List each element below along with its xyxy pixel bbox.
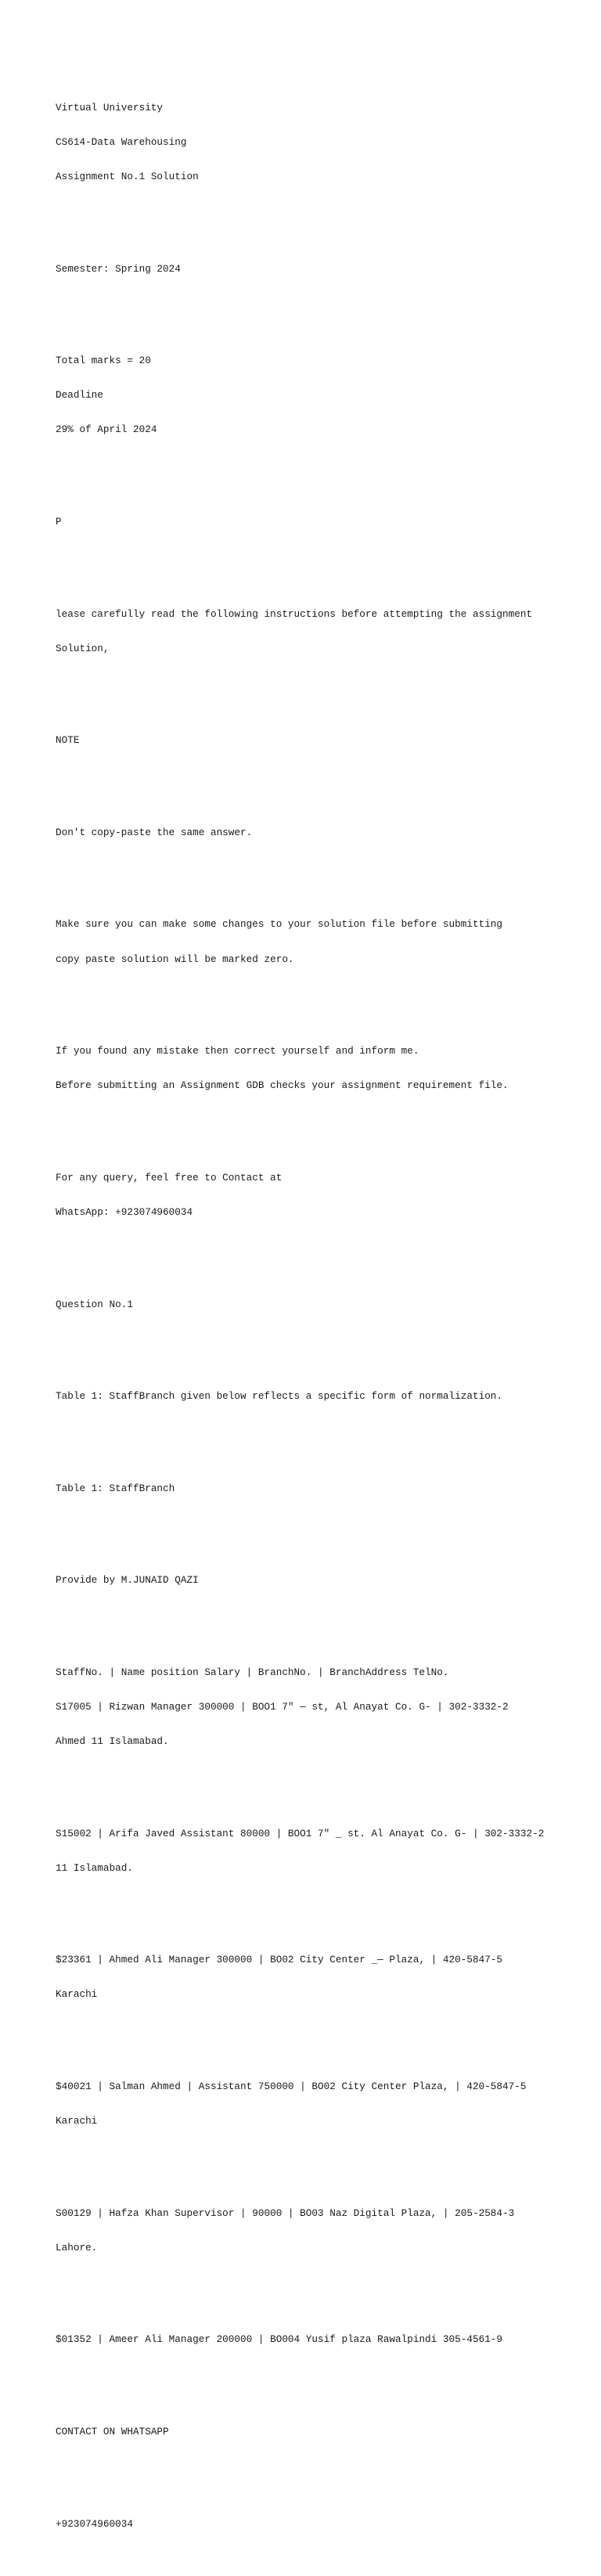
whatsapp-cta-block: [56, 2404, 588, 2462]
table-row-5-line-2: Lahore.: [56, 2241, 98, 2254]
mistake-block: [56, 1023, 588, 1115]
table-row-3-line-2: Karachi: [56, 1988, 98, 2001]
university-name: Virtual University: [56, 101, 164, 113]
provider-block: [56, 1552, 588, 1610]
table-header-block: [56, 1644, 588, 1771]
note-heading: NOTE: [56, 734, 80, 747]
deadline-label: Deadline: [56, 389, 103, 402]
changes-block: [56, 896, 588, 989]
changes-line-1: Make sure you can make some changes to your solution file before submitting: [56, 918, 503, 931]
total-marks: Total marks = 20: [56, 355, 151, 367]
table-row-1-line-1: S17005 | Rizwan Manager 300000 | BOO1 7" — st, Al Anayat Co. G- | 302-3332-2: [56, 1700, 509, 1713]
dropcap-block: [56, 494, 588, 552]
mistake-line-2: Before submitting an Assignment GDB checks your assignment requirement file.: [56, 1079, 509, 1092]
semester-line: Semester: Spring 2024: [56, 262, 181, 275]
marks-block: [56, 333, 588, 459]
table-header-row: StaffNo. | Name position Salary | BranchNo. | BranchAddress TelNo.: [56, 1666, 449, 1678]
table-row-4-line-2: Karachi: [56, 2115, 98, 2127]
assignment-title: Assignment No.1 Solution: [56, 171, 199, 182]
document-page: [56, 56, 588, 2576]
instructions-line-2: Solution,: [56, 642, 110, 654]
table-row-2: [56, 1805, 588, 1897]
phone-block: [56, 2495, 588, 2553]
table-caption: Table 1: StaffBranch: [56, 1482, 175, 1494]
table-row-6: [56, 2311, 588, 2369]
semester-block: [56, 240, 588, 298]
table-row-6-line-1: $01352 | Ameer Ali Manager 200000 | BO004 Yusif plaza Rawalpindi 305-4561-9: [56, 2333, 503, 2346]
table-row-4: [56, 2059, 588, 2151]
question-text-block: [56, 1368, 588, 1426]
provider-line: Provide by M.JUNAID QAZI: [56, 1574, 199, 1587]
changes-line-2: copy paste solution will be marked zero.: [56, 953, 294, 965]
contact-block: [56, 1149, 588, 1241]
drop-cap-letter: P: [56, 515, 62, 528]
course-title: CS614-Data Warehousing: [56, 135, 187, 148]
table-caption-block: [56, 1460, 588, 1518]
instructions-line-1: lease carefully read the following instructions before attempting the assignment: [56, 607, 533, 620]
question-heading: Question No.1: [56, 1298, 133, 1310]
copy-warning: Don't copy-paste the same answer.: [56, 826, 253, 838]
table-row-2-line-2: 11 Islamabad.: [56, 1861, 133, 1874]
table-row-5: [56, 2185, 588, 2277]
phone-number: +923074960034: [56, 2517, 133, 2530]
whatsapp-line: WhatsApp: +923074960034: [56, 1205, 193, 1218]
table-row-3: [56, 1932, 588, 2024]
table-row-5-line-1: S00129 | Hafza Khan Supervisor | 90000 | BO03 Naz Digital Plaza, | 205-2584-3: [56, 2207, 515, 2219]
copy-warning-block: [56, 804, 588, 862]
instructions-block: [56, 585, 588, 678]
note-block: [56, 712, 588, 770]
whatsapp-cta: CONTACT ON WHATSAPP: [56, 2426, 169, 2437]
contact-line: For any query, feel free to Contact at: [56, 1171, 283, 1184]
question-text: Table 1: StaffBranch given below reflects a specific form of normalization.: [56, 1390, 503, 1403]
table-row-1-line-2: Ahmed 11 Islamabad.: [56, 1735, 169, 1748]
deadline-date: 29% of April 2024: [56, 423, 157, 436]
table-row-3-line-1: $23361 | Ahmed Ali Manager 300000 | BO02 City Center _— Plaza, | 420-5847-5: [56, 1954, 503, 1966]
table-row-4-line-1: $40021 | Salman Ahmed | Assistant 750000 | BO02 City Center Plaza, | 420-5847-5: [56, 2081, 527, 2093]
table-row-2-line-1: S15002 | Arifa Javed Assistant 80000 | BOO1 7" _ st. Al Anayat Co. G- | 302-3332-2: [56, 1827, 545, 1839]
question-block: [56, 1276, 588, 1334]
header-block: [56, 79, 588, 206]
mistake-line-1: If you found any mistake then correct yourself and inform me.: [56, 1045, 419, 1057]
